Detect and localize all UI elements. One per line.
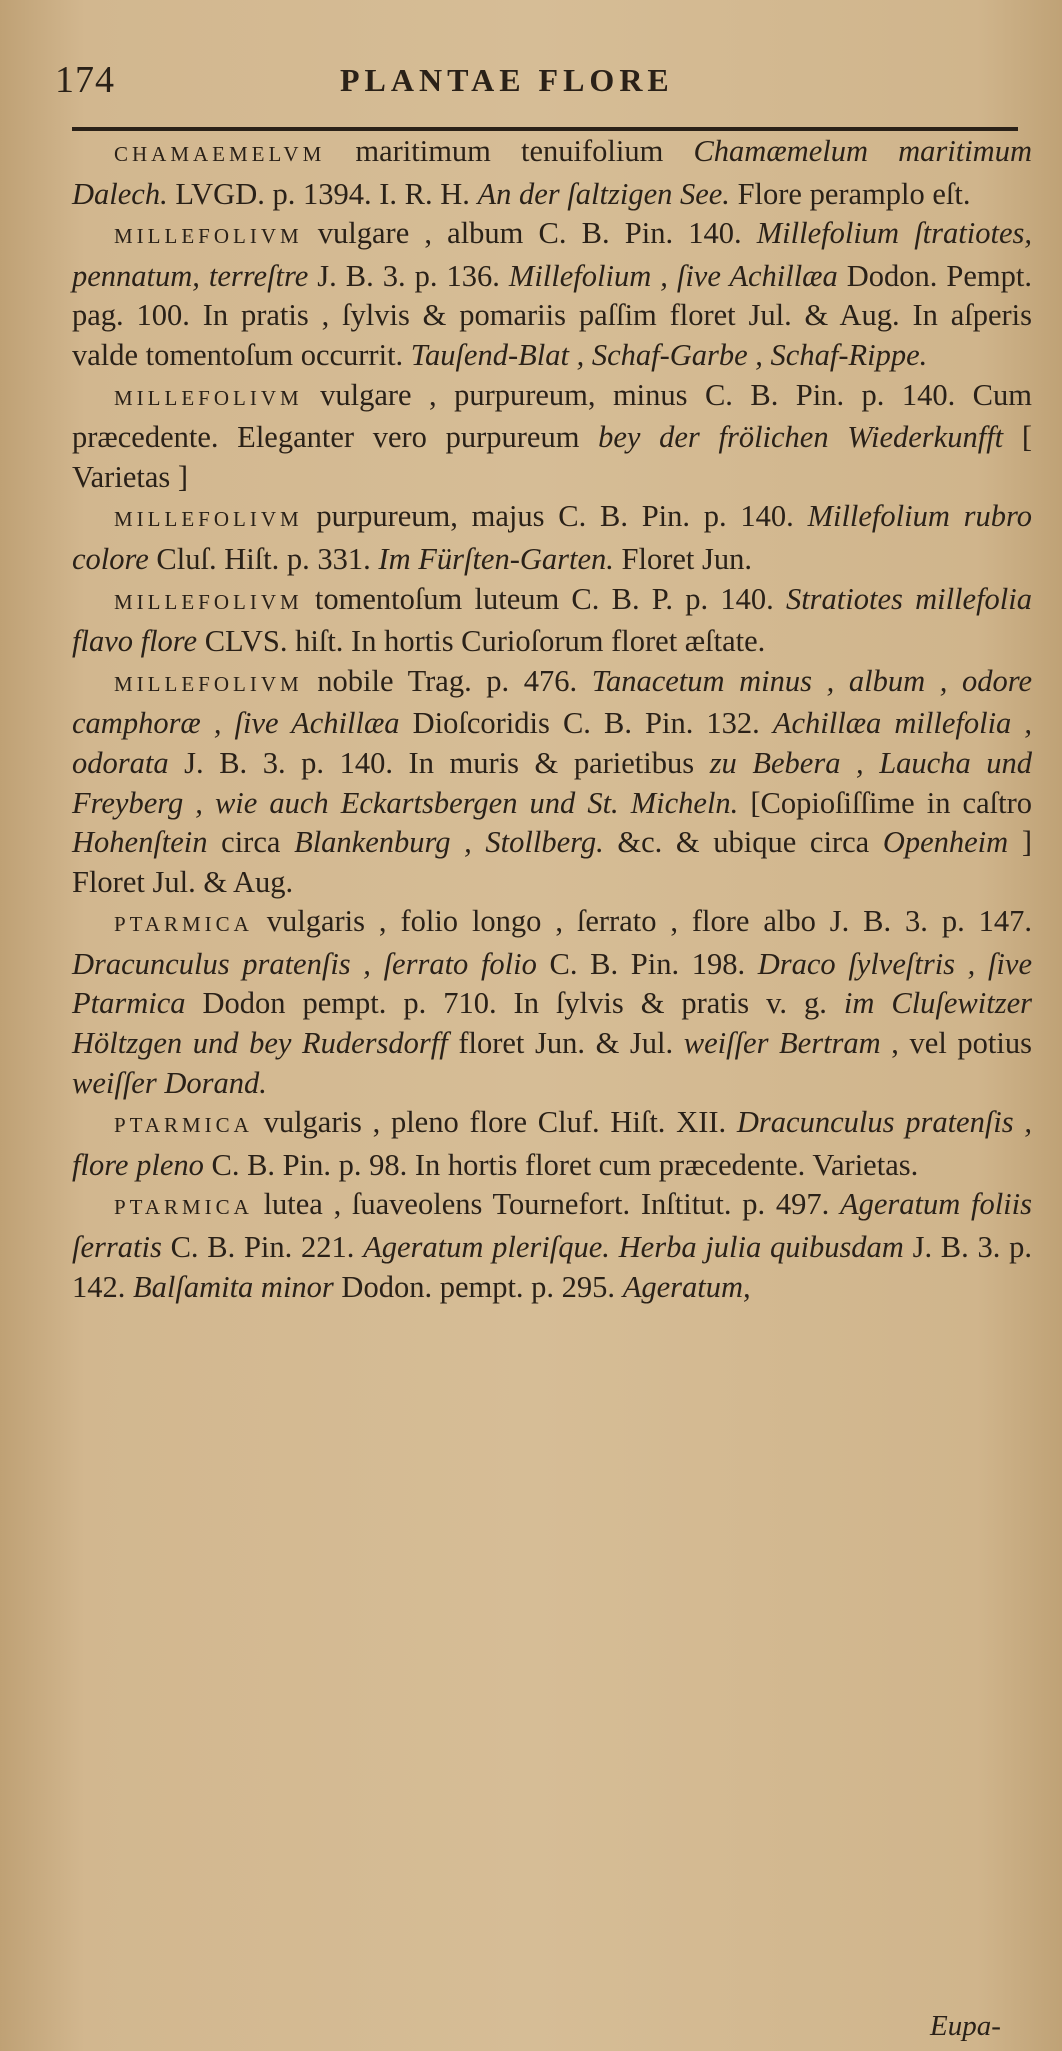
roman-text: Dioſcoridis C. B. Pin. 132. <box>399 706 773 741</box>
roman-text: lutea , ſuaveolens Tournefort. Inſtitut. p. 497. <box>252 1187 840 1222</box>
roman-text: ] Floret Jul. & Aug. <box>72 825 1032 899</box>
entries-text <box>72 132 1032 1307</box>
roman-text: [ Varietas ] <box>72 420 1032 494</box>
header-rule <box>72 127 1018 131</box>
roman-text: Dodon. Pempt. pag. 100. In pratis , ſylvis & pomariis paſſim floret Jul. & Aug. In aſperis valde tomentoſum occurrit. <box>72 258 1032 372</box>
entry-lemma: MILLEFOLIVM <box>114 589 303 614</box>
roman-text: &c. & ubique circa <box>603 825 883 860</box>
roman-text: J. B. 3. p. 136. <box>308 258 509 293</box>
entry-paragraph <box>72 132 1032 214</box>
italic-text: Im Fürſten-Garten. <box>378 541 614 576</box>
entry-lemma: CHAMAEMELVM <box>114 142 326 166</box>
entry-paragraph <box>72 580 1032 662</box>
roman-text: CLVS. hiſt. In hortis Curioſorum floret æſtate. <box>197 624 766 659</box>
roman-text: C. B. Pin. 221. <box>161 1230 364 1265</box>
entry-paragraph <box>72 1103 1032 1185</box>
catchword: Eupa- <box>930 2010 1001 2042</box>
running-title: PLANTAE FLORE <box>340 62 674 98</box>
entry-lemma: PTARMICA <box>114 912 253 937</box>
italic-text: Tauſend-Blat , Schaf-Garbe , Schaf-Rippe. <box>410 337 928 372</box>
entry-paragraph <box>72 497 1032 579</box>
roman-text: C. B. Pin. 198. <box>536 946 758 981</box>
roman-text: vulgare , album C. B. Pin. 140. <box>302 216 757 251</box>
roman-text: , vel potius <box>880 1026 1032 1061</box>
entry-lemma: MILLEFOLIVM <box>114 507 303 532</box>
italic-text: Tanacetum minus , album , odore camphoræ , ſive Achillæa <box>72 663 1032 741</box>
italic-text: Millefolium ſtratiotes, pennatum, terreſtre <box>72 216 1032 293</box>
italic-text: Millefolium rubro colore <box>72 499 1032 576</box>
roman-text: Cluſ. Hiſt. p. 331. <box>148 541 379 576</box>
roman-text: Dodon pempt. p. 710. In ſylvis & pratis v. g. <box>185 986 844 1021</box>
roman-text: C. B. Pin. p. 98. In hortis floret cum præcedente. Varietas. <box>203 1147 919 1182</box>
italic-text: Ageratum pleriſque. Herba julia quibusdam <box>363 1230 904 1265</box>
roman-text: vulgaris , folio longo , ſerrato , flore albo J. B. 3. p. 147. <box>252 904 1032 939</box>
entry-lemma: PTARMICA <box>114 1113 253 1138</box>
italic-text: Chamæmelum maritimum Dalech. <box>72 134 1032 211</box>
roman-text: Flore peramplo eſt. <box>729 176 971 211</box>
italic-text: weiſſer Dorand. <box>72 1065 267 1100</box>
italic-text: Dracunculus pratenſis , ſerrato folio <box>72 946 537 981</box>
entry-paragraph <box>72 662 1032 903</box>
page-header <box>55 58 1015 118</box>
italic-text: Draco ſylveſtris , ſive Ptarmica <box>72 946 1032 1021</box>
italic-text: Stratiotes millefolia flavo flore <box>72 581 1032 659</box>
italic-text: Blankenburg , Stollberg. <box>294 825 604 860</box>
italic-text: Balſamita minor <box>133 1269 334 1304</box>
italic-text: Ageratum foliis ſerratis <box>72 1187 1032 1265</box>
italic-text: weiſſer Bertram <box>683 1026 881 1061</box>
italic-text: Achillæa millefolia , odorata <box>72 706 1032 780</box>
italic-text: An der ſaltzigen See. <box>477 176 730 211</box>
roman-text: LVGD. p. 1394. I. R. H. <box>167 176 478 211</box>
entry-paragraph <box>72 1185 1032 1307</box>
italic-text: Openheim <box>882 825 1009 860</box>
entry-lemma: MILLEFOLIVM <box>114 385 303 410</box>
roman-text: [Copioſiſſime in caſtro <box>738 785 1032 820</box>
roman-text: vulgare , purpureum, minus C. B. Pin. p. 140. Cum præcedente. Eleganter vero purpureum <box>72 377 1032 455</box>
roman-text: floret Jun. & Jul. <box>447 1026 684 1061</box>
roman-text: Floret Jun. <box>613 541 753 576</box>
italic-text: bey der frölichen Wiederkunfft <box>598 420 1004 455</box>
page-number: 174 <box>55 59 115 101</box>
italic-text: im Cluſewitzer Höltzgen und bey Rudersdorff <box>72 986 1032 1061</box>
roman-text: vulgaris , pleno flore Cluf. Hiſt. XII. <box>252 1105 737 1140</box>
entry-lemma: MILLEFOLIVM <box>114 224 303 249</box>
entry-paragraph <box>72 376 1032 498</box>
roman-text: Dodon. pempt. p. 295. <box>333 1269 623 1304</box>
roman-text: circa <box>207 825 295 860</box>
italic-text: Millefolium , ſive Achillæa <box>508 258 838 293</box>
italic-text: Ageratum, <box>622 1269 751 1304</box>
roman-text: nobile Trag. p. 476. <box>302 663 592 698</box>
entry-lemma: MILLEFOLIVM <box>114 671 303 696</box>
entry-paragraph <box>72 902 1032 1103</box>
roman-text: tomentoſum luteum C. B. P. p. 140. <box>302 581 786 616</box>
roman-text: purpureum, majus C. B. Pin. p. 140. <box>302 499 808 534</box>
italic-text: Dracunculus pratenſis , flore pleno <box>72 1105 1033 1182</box>
roman-text: J. B. 3. p. 140. In muris & parietibus <box>168 745 710 780</box>
italic-text: Hohenſtein <box>72 825 208 860</box>
entry-lemma: PTARMICA <box>114 1195 253 1220</box>
roman-text: J. B. 3. p. 142. <box>72 1230 1032 1304</box>
italic-text: zu Bebera , Laucha und Freyberg , wie auch Eckartsbergen und St. Micheln. <box>72 745 1033 820</box>
entry-paragraph <box>72 214 1032 375</box>
roman-text: maritimum tenuifolium <box>325 134 694 168</box>
